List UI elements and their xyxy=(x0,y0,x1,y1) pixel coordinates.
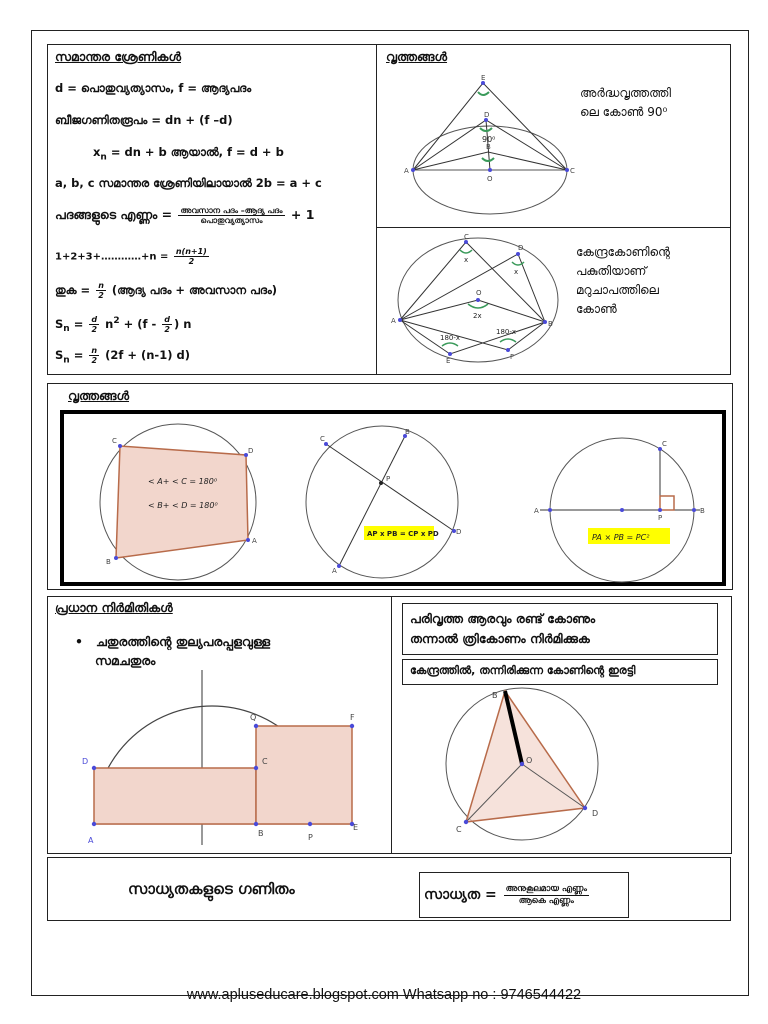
equation: < B+ < D = 180⁰ xyxy=(148,501,218,510)
label-a: A xyxy=(332,567,337,575)
square xyxy=(256,726,352,824)
semicircle-angle-figure xyxy=(400,70,580,220)
point xyxy=(254,822,258,826)
ap-line-4: a, b, c സമാന്തര ശ്രേണിയിലായാൽ 2b = a + c xyxy=(55,176,322,190)
bullet-line-1: • ചതുരത്തിന്റെ തുല്യപരപ്പളവുള്ള xyxy=(75,634,271,649)
label-a: A xyxy=(88,836,94,845)
point xyxy=(583,806,587,810)
perpendicular-chord-figure xyxy=(530,436,710,581)
central-angle-note-line-4: കോൺ xyxy=(576,302,617,316)
angle-label: 180-x xyxy=(496,328,517,336)
label-c: C xyxy=(464,233,469,241)
ap-line-1: d = പൊതുവ്യത്യാസം, f = ആദ്യപദം xyxy=(55,81,252,95)
equation: PA × PB = PC² xyxy=(592,533,650,542)
label-c: C xyxy=(662,440,667,448)
label-p: P xyxy=(308,833,313,842)
label-d: D xyxy=(82,757,89,766)
label-a: A xyxy=(404,167,409,175)
point xyxy=(398,318,402,322)
label-d: D xyxy=(456,528,462,536)
hint-text: കേന്ദ്രത്തിൽ, തന്നിരിക്കുന്ന കോണിന്റെ ഇരട്ടി xyxy=(410,664,636,677)
label-o: O xyxy=(476,289,482,297)
label-c: C xyxy=(112,437,117,445)
angle-arc xyxy=(500,339,516,342)
angle-arc xyxy=(468,304,488,308)
point xyxy=(692,508,696,512)
label-b: B xyxy=(492,691,498,700)
central-angle-figure xyxy=(390,232,570,367)
ap-line-2: ബീജഗണിതരൂപം = dn + (f –d) xyxy=(55,113,233,127)
bullet-item xyxy=(75,632,270,670)
central-angle-note-line-1: കേന്ദ്രകോണിന്റെ xyxy=(576,245,670,259)
angle-label: x xyxy=(464,256,469,264)
angle-arc xyxy=(442,343,458,346)
label-e: E xyxy=(481,74,486,82)
point xyxy=(308,822,312,826)
central-angle-note-line-2: പകുതിയാണ് xyxy=(576,264,647,278)
point xyxy=(506,348,510,352)
point xyxy=(476,298,480,302)
task-line-1: പരിവൃത്ത ആരവും രണ്ട് കോണും xyxy=(410,611,596,626)
point xyxy=(565,168,569,172)
label-c: C xyxy=(456,825,462,834)
point xyxy=(464,820,468,824)
label-d: D xyxy=(484,111,490,119)
chord-ab xyxy=(339,436,405,566)
circles-mid-heading: വൃത്തങ്ങൾ xyxy=(68,388,130,403)
point xyxy=(254,724,258,728)
label-d: D xyxy=(592,809,599,818)
label-f: F xyxy=(510,353,515,361)
probability-formula: സാധ്യത = $\frac{\text{അനുകൂലമായ എണ്ണം}}{\text{ആകെ എണ്ണം}}$ xyxy=(424,883,587,906)
label-d: D xyxy=(518,244,524,252)
label-f: F xyxy=(350,713,355,722)
ap-line-8: $S_n$ = $\frac{d}{2}$ $n^2 + (f$ - $\frac{d}{2}$ ) n xyxy=(55,314,192,335)
label-a: A xyxy=(534,507,539,515)
intersecting-chords-figure xyxy=(302,428,462,578)
angle-label: 180-x xyxy=(440,334,461,342)
task-line-2: തന്നാൽ ത്രികോണം നിർമിക്കുക xyxy=(410,631,590,646)
semicircle-note xyxy=(580,84,671,122)
label-o: O xyxy=(487,175,493,183)
point xyxy=(448,352,452,356)
ap-line-3: $x_n$ = dn + b ആയാൽ, f = d + b xyxy=(93,145,284,163)
label-a: A xyxy=(391,317,396,325)
equation: AP x PB = CP x PD xyxy=(367,530,439,538)
point xyxy=(350,724,354,728)
bullet-line-2: സമചതുരം xyxy=(95,653,156,668)
point xyxy=(543,320,547,324)
square-construction-figure xyxy=(78,670,378,850)
label-b: B xyxy=(486,143,491,151)
label-b: B xyxy=(700,507,705,515)
circles-top-heading: വൃത്തങ്ങൾ xyxy=(386,49,448,64)
semicircle-note-line-1: അർദ്ധവൃത്തത്തി xyxy=(580,86,671,100)
right-angle-mark xyxy=(660,496,674,510)
point xyxy=(92,822,96,826)
angle-label: x xyxy=(514,268,519,276)
ap-line-5: പദങ്ങളുടെ എണ്ണം = $\frac{\text{അവസാന പദം –ആദ്യ പദം}}{\text{പൊതുവ്യത്യാസം}}$ + 1 xyxy=(55,206,315,225)
semicircle-note-line-2: ലെ കോൺ 90⁰ xyxy=(580,105,668,119)
angle-label: 2x xyxy=(473,312,482,320)
angle-arc xyxy=(478,92,489,95)
cyclic-quadrilateral-figure xyxy=(90,422,270,582)
point xyxy=(92,766,96,770)
central-angle-note xyxy=(576,243,670,319)
point xyxy=(114,556,118,560)
label-e: E xyxy=(353,823,359,832)
point xyxy=(118,444,122,448)
point xyxy=(379,481,383,485)
footer-text: www.apluseducare.blogspot.com Whatsapp no : 9746544422 xyxy=(186,987,582,1003)
point xyxy=(246,538,250,542)
point xyxy=(337,564,341,568)
angle-label: 90⁰ xyxy=(482,135,496,144)
triangle-circumcircle-figure xyxy=(440,688,610,843)
label-c: C xyxy=(262,757,268,766)
label-p: P xyxy=(658,514,663,522)
point xyxy=(658,508,662,512)
bullet-dot: • xyxy=(75,634,97,649)
label-b: B xyxy=(405,428,410,436)
ap-line-7: തുക = $\frac{n}{2}$ (ആദ്യ പദം + അവസാന പദം) xyxy=(55,281,278,300)
angle-arc xyxy=(460,250,472,253)
label-b: B xyxy=(106,558,111,566)
circle xyxy=(306,426,458,578)
angle-arc xyxy=(480,128,492,131)
point xyxy=(548,508,552,512)
inscribed-c xyxy=(400,242,545,322)
equation: < A+ < C = 180⁰ xyxy=(148,477,218,486)
inscribed-e xyxy=(400,320,545,354)
label-c: C xyxy=(570,167,575,175)
point xyxy=(488,168,492,172)
task-text xyxy=(410,609,595,649)
probability-title: സാധ്യതകളുടെ ഗണിതം xyxy=(128,880,295,898)
angle-arc xyxy=(482,158,494,161)
ap-line-9: $S_n$ = $\frac{n}{2}$ (2f + (n-1) d) xyxy=(55,346,190,366)
ap-heading: സമാന്തര ശ്രേണികൾ xyxy=(55,49,181,64)
label-q: Q xyxy=(250,713,257,722)
label-b: B xyxy=(258,829,264,838)
label-d: D xyxy=(248,447,254,455)
point xyxy=(516,252,520,256)
point xyxy=(620,508,624,512)
label-e: E xyxy=(446,357,451,365)
ap-line-6: 1+2+3+…………+n = $\frac{n(n+1)}{2}$ xyxy=(55,247,207,266)
constructions-heading: പ്രധാന നിർമിതികൾ xyxy=(55,600,173,615)
label-b: B xyxy=(548,320,553,328)
label-p: P xyxy=(386,475,391,483)
point xyxy=(520,762,524,766)
point xyxy=(411,168,415,172)
label-c: C xyxy=(320,435,325,443)
label-o: O xyxy=(526,756,533,765)
point xyxy=(254,766,258,770)
chord-cd xyxy=(326,444,454,531)
rectangle xyxy=(94,768,256,824)
central-angle-note-line-3: മറുചാപത്തിലെ xyxy=(576,283,659,297)
label-a: A xyxy=(252,537,257,545)
